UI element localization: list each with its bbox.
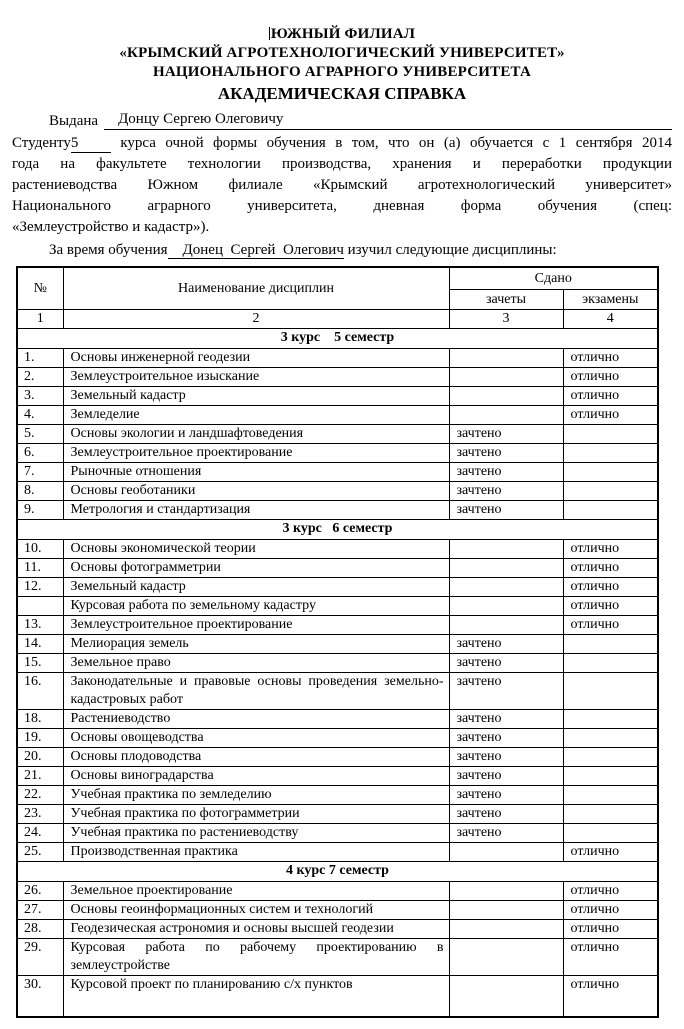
column-header-number: №: [17, 267, 63, 309]
row-number: 16.: [17, 672, 63, 709]
discipline-name: Учебная практика по растениеводству: [63, 823, 449, 842]
study-line-suffix: изучил следующие дисциплины:: [343, 242, 557, 258]
row-number: 9.: [17, 500, 63, 519]
exam-result: [563, 728, 658, 747]
credit-result: [449, 881, 563, 900]
discipline-name: Метрология и стандартизация: [63, 500, 449, 519]
discipline-name: Основы плодоводства: [63, 747, 449, 766]
row-number: 13.: [17, 615, 63, 634]
row-number: 8.: [17, 481, 63, 500]
discipline-row: [17, 653, 658, 672]
paragraph-line-2: года на факультете технологии производства, хранения и переработки продукции: [12, 156, 672, 172]
discipline-name: Земельный кадастр: [63, 386, 449, 405]
body-paragraph: [12, 133, 672, 238]
column-header-discipline: Наименование дисциплин: [63, 267, 449, 309]
study-period-line: [12, 239, 672, 261]
credit-result: зачтено: [449, 653, 563, 672]
paragraph-line1-post: курса очной формы обучения в том, что он (а) обучается с 1 сентября 2014: [110, 135, 672, 151]
credit-result: зачтено: [449, 804, 563, 823]
student-name-underline: Донец Сергей Олегович: [167, 242, 344, 258]
column-number-3: 3: [449, 309, 563, 328]
paragraph-line-1: [12, 133, 672, 154]
disciplines-table-header: [17, 267, 658, 328]
study-line-prefix: За время обучения: [49, 242, 168, 258]
row-number: 2.: [17, 367, 63, 386]
discipline-row: [17, 919, 658, 938]
discipline-row: [17, 443, 658, 462]
issued-name-underline: Донцу Сергею Олеговичу: [104, 109, 672, 130]
row-number: 30.: [17, 975, 63, 1017]
exam-result: отлично: [563, 938, 658, 975]
course-number-underline: 5: [71, 135, 111, 153]
exam-result: [563, 462, 658, 481]
column-header-exams: экзамены: [563, 289, 658, 309]
disciplines-table: [16, 266, 659, 1018]
exam-result: отлично: [563, 842, 658, 861]
credit-result: [449, 577, 563, 596]
row-number: 24.: [17, 823, 63, 842]
document-title: АКАДЕМИЧЕСКАЯ СПРАВКА: [217, 84, 467, 103]
title-branch-text: ЮЖНЫЙ ФИЛИАЛ: [270, 26, 416, 42]
discipline-name: Основы экономической теории: [63, 539, 449, 558]
discipline-row: [17, 596, 658, 615]
exam-result: [563, 653, 658, 672]
row-number: 5.: [17, 424, 63, 443]
row-number: 18.: [17, 709, 63, 728]
discipline-row: [17, 881, 658, 900]
discipline-row: [17, 348, 658, 367]
credit-result: зачтено: [449, 766, 563, 785]
row-number: 1.: [17, 348, 63, 367]
discipline-row: [17, 900, 658, 919]
discipline-name: Земельный кадастр: [63, 577, 449, 596]
semester-section-row: [17, 861, 658, 881]
credit-result: [449, 539, 563, 558]
discipline-name: Учебная практика по земледелию: [63, 785, 449, 804]
discipline-row: [17, 386, 658, 405]
paragraph-line1-pre: Студенту: [12, 135, 71, 151]
exam-result: отлично: [563, 596, 658, 615]
semester-section-title: 4 курс 7 семестр: [17, 861, 658, 881]
text-cursor-artifact: [269, 27, 270, 40]
discipline-row: [17, 539, 658, 558]
row-number: 15.: [17, 653, 63, 672]
discipline-name: Основы фотограмметрии: [63, 558, 449, 577]
row-number: 3.: [17, 386, 63, 405]
credit-result: зачтено: [449, 672, 563, 709]
exam-result: [563, 634, 658, 653]
discipline-row: [17, 424, 658, 443]
exam-result: [563, 443, 658, 462]
exam-result: [563, 709, 658, 728]
credit-result: [449, 367, 563, 386]
discipline-row: [17, 558, 658, 577]
exam-result: [563, 500, 658, 519]
row-number: 20.: [17, 747, 63, 766]
discipline-name: Основы экологии и ландшафтоведения: [63, 424, 449, 443]
discipline-row: [17, 728, 658, 747]
exam-result: отлично: [563, 881, 658, 900]
row-number: 6.: [17, 443, 63, 462]
exam-result: [563, 823, 658, 842]
credit-result: зачтено: [449, 462, 563, 481]
discipline-row: [17, 823, 658, 842]
discipline-row: [17, 462, 658, 481]
discipline-name: Основы виноградарства: [63, 766, 449, 785]
discipline-name: Основы геоинформационных систем и технологий: [63, 900, 449, 919]
credit-result: [449, 558, 563, 577]
credit-result: зачтено: [449, 728, 563, 747]
discipline-row: [17, 481, 658, 500]
paragraph-line-3: растениеводства Южном филиале «Крымский агротехнологический университет»: [12, 177, 672, 193]
row-number: 10.: [17, 539, 63, 558]
issued-to-line: [12, 108, 672, 130]
exam-result: отлично: [563, 577, 658, 596]
credit-result: [449, 405, 563, 424]
row-number: 29.: [17, 938, 63, 975]
discipline-row: [17, 405, 658, 424]
discipline-row: [17, 785, 658, 804]
credit-result: зачтено: [449, 481, 563, 500]
credit-result: [449, 348, 563, 367]
column-header-passed: Сдано: [449, 267, 658, 289]
discipline-row: [17, 842, 658, 861]
discipline-row: [17, 672, 658, 709]
credit-result: зачтено: [449, 500, 563, 519]
title-line-university: «КРЫМСКИЙ АГРОТЕХНОЛОГИЧЕСКИЙ УНИВЕРСИТЕТ»: [119, 45, 565, 61]
row-number: 19.: [17, 728, 63, 747]
semester-section-row: [17, 519, 658, 539]
row-number: 14.: [17, 634, 63, 653]
title-line-national: НАЦИОНАЛЬНОГО АГРАРНОГО УНИВЕРСИТЕТА: [152, 64, 532, 80]
discipline-row: [17, 938, 658, 975]
paragraph-line-4: Национального аграрного университета, дневная форма обучения (спец:: [12, 198, 672, 214]
discipline-name: Учебная практика по фотограмметрии: [63, 804, 449, 823]
credit-result: зачтено: [449, 747, 563, 766]
discipline-name: Основы геоботаники: [63, 481, 449, 500]
exam-result: отлично: [563, 348, 658, 367]
exam-result: отлично: [563, 975, 658, 1017]
discipline-name: Геодезическая астрономия и основы высшей геодезии: [63, 919, 449, 938]
discipline-name: Растениеводство: [63, 709, 449, 728]
issued-label: Выдана: [49, 113, 99, 129]
exam-result: отлично: [563, 405, 658, 424]
credit-result: зачтено: [449, 785, 563, 804]
credit-result: [449, 900, 563, 919]
exam-result: [563, 481, 658, 500]
discipline-name: Основы овощеводства: [63, 728, 449, 747]
credit-result: [449, 919, 563, 938]
exam-result: [563, 804, 658, 823]
column-numbers-row: [17, 309, 658, 328]
discipline-name: Земледелие: [63, 405, 449, 424]
discipline-row: [17, 975, 658, 1017]
discipline-row: [17, 766, 658, 785]
row-number: 25.: [17, 842, 63, 861]
title-block: [12, 25, 672, 105]
credit-result: [449, 938, 563, 975]
credit-result: зачтено: [449, 709, 563, 728]
row-number: 22.: [17, 785, 63, 804]
disciplines-table-body: [17, 328, 658, 1017]
discipline-row: [17, 615, 658, 634]
discipline-name: Земельное проектирование: [63, 881, 449, 900]
exam-result: отлично: [563, 539, 658, 558]
discipline-row: [17, 747, 658, 766]
credit-result: зачтено: [449, 634, 563, 653]
semester-section-title: 3 курс 5 семестр: [17, 328, 658, 348]
exam-result: [563, 747, 658, 766]
discipline-row: [17, 709, 658, 728]
column-number-2: 2: [63, 309, 449, 328]
credit-result: зачтено: [449, 424, 563, 443]
exam-result: отлично: [563, 558, 658, 577]
discipline-name: Землеустроительное проектирование: [63, 443, 449, 462]
credit-result: [449, 842, 563, 861]
discipline-name: Законодательные и правовые основы проведения земельно-кадастровых работ: [63, 672, 449, 709]
discipline-name: Курсовой проект по планированию с/х пунктов: [63, 975, 449, 1017]
discipline-row: [17, 634, 658, 653]
exam-result: отлично: [563, 386, 658, 405]
exam-result: отлично: [563, 900, 658, 919]
row-number: 11.: [17, 558, 63, 577]
semester-section-title: 3 курс 6 семестр: [17, 519, 658, 539]
exam-result: [563, 766, 658, 785]
row-number: 28.: [17, 919, 63, 938]
credit-result: [449, 615, 563, 634]
row-number: 27.: [17, 900, 63, 919]
discipline-name: Производственная практика: [63, 842, 449, 861]
exam-result: отлично: [563, 367, 658, 386]
semester-section-row: [17, 328, 658, 348]
discipline-row: [17, 804, 658, 823]
column-number-1: 1: [17, 309, 63, 328]
row-number: 26.: [17, 881, 63, 900]
column-number-4: 4: [563, 309, 658, 328]
discipline-row: [17, 500, 658, 519]
exam-result: [563, 672, 658, 709]
discipline-name: Земельное право: [63, 653, 449, 672]
discipline-name: Мелиорация земель: [63, 634, 449, 653]
header-row-1: [17, 267, 658, 289]
exam-result: [563, 424, 658, 443]
title-line-branch: [12, 25, 672, 44]
credit-result: зачтено: [449, 823, 563, 842]
exam-result: отлично: [563, 615, 658, 634]
discipline-row: [17, 577, 658, 596]
credit-result: [449, 975, 563, 1017]
discipline-name: Землеустроительное проектирование: [63, 615, 449, 634]
exam-result: [563, 785, 658, 804]
row-number: [17, 596, 63, 615]
row-number: 4.: [17, 405, 63, 424]
row-number: 21.: [17, 766, 63, 785]
column-header-credits: зачеты: [449, 289, 563, 309]
discipline-name: Землеустроительное изыскание: [63, 367, 449, 386]
discipline-row: [17, 367, 658, 386]
credit-result: зачтено: [449, 443, 563, 462]
paragraph-line-5: «Землеустройство и кадастр»).: [12, 219, 210, 235]
credit-result: [449, 386, 563, 405]
row-number: 7.: [17, 462, 63, 481]
exam-result: отлично: [563, 919, 658, 938]
credit-result: [449, 596, 563, 615]
discipline-name: Курсовая работа по земельному кадастру: [63, 596, 449, 615]
row-number: 23.: [17, 804, 63, 823]
discipline-name: Курсовая работа по рабочему проектированию в землеустройстве: [63, 938, 449, 975]
row-number: 12.: [17, 577, 63, 596]
discipline-name: Рыночные отношения: [63, 462, 449, 481]
discipline-name: Основы инженерной геодезии: [63, 348, 449, 367]
